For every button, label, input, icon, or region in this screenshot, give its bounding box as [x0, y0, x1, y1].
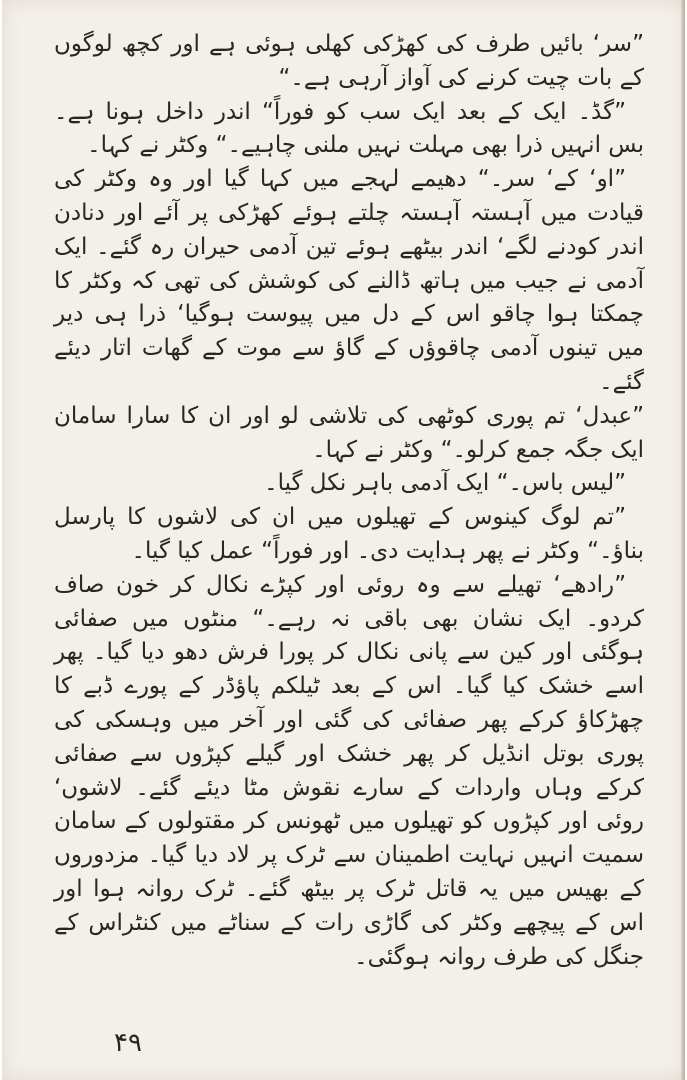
- paragraph-6: ”تم لوگ کینوس کے تھیلوں میں ان کی لاشوں کا پارسل بناؤ۔“ وکٹر نے پھر ہدایت دی۔ اور فوراً“ عمل کیا گیا۔: [54, 504, 644, 564]
- page-number: ۴۹: [114, 1028, 142, 1058]
- page-edge: [681, 0, 685, 1080]
- body-text: [54, 28, 644, 974]
- paragraph-7: ”رادھے‘ تھیلے سے وہ روئی اور کپڑے نکال کر خون صاف کردو۔ ایک نشان بھی باقی نہ رہے۔“ منٹوں میں صفائی ہوگئی اور کین سے پانی نکال کر پورا فرش دھو دیا گیا۔ پھر اسے خشک کیا گیا۔ اس کے بعد ٹیلکم پاؤڈر کے پورے ڈبے کا چھڑکاؤ کرکے پھر صفائی کی گئی اور آخر میں وہسکی کی پوری بوتل انڈیل کر پھر خشک اور گیلے کپڑوں سے صفائی کرکے وہاں واردات کے سارے نقوش مٹا دیئے گئے۔ لاشوں‘ روئی اور کپڑوں کو تھیلوں میں ٹھونس کر مقتولوں کے سامان سمیت انہیں نہایت اطمینان سے ٹرک پر لاد دیا گیا۔ مزدوروں کے بھیس میں یہ قاتل ٹرک پر بیٹھ گئے۔ ٹرک روانہ ہوا اور اس کے پیچھے وکٹر کی گاڑی رات کے سناٹے میں کنٹراس کے جنگل کی طرف روانہ ہوگئی۔: [54, 571, 644, 970]
- book-page: [2, 0, 685, 1080]
- paragraph-3: ”او‘ کے‘ سر۔“ دھیمے لہجے میں کہا گیا اور وہ وکٹر کی قیادت میں آہستہ آہستہ چلتے ہوئے کھڑکی پر آئے اور دنادن اندر کودنے لگے‘ اندر بیٹھے ہوئے تین آدمی حیران رہ گئے۔ ایک آدمی نے جیب میں ہاتھ ڈالنے کی کوشش کی تھی کہ وکٹر کا چمکتا ہوا چاقو اس کے دل میں پیوست ہوگیا‘ ذرا ہی دیر میں تینوں آدمی چاقوؤں کے گاؤ سے موت کے گھات اتار دیئے گئے۔: [54, 166, 644, 395]
- paragraph-4: ”عبدل‘ تم پوری کوٹھی کی تلاشی لو اور ان کا سارا سامان ایک جگہ جمع کرلو۔“ وکٹر نے کہا۔: [54, 402, 644, 463]
- paragraph-5: ”لیس باس۔“ ایک آدمی باہر نکل گیا۔: [264, 470, 626, 497]
- paragraph-2: ”گڈ۔ ایک کے بعد ایک سب کو فوراً“ اندر داخل ہونا ہے۔ بس انہیں ذرا بھی مہلت نہیں ملنی چاہیے۔“ وکٹر نے کہا۔: [54, 98, 644, 159]
- paragraph-1: ”سر‘ بائیں طرف کی کھڑکی کھلی ہوئی ہے اور کچھ لوگوں کے بات چیت کرنے کی آواز آرہی ہے۔“: [54, 31, 644, 91]
